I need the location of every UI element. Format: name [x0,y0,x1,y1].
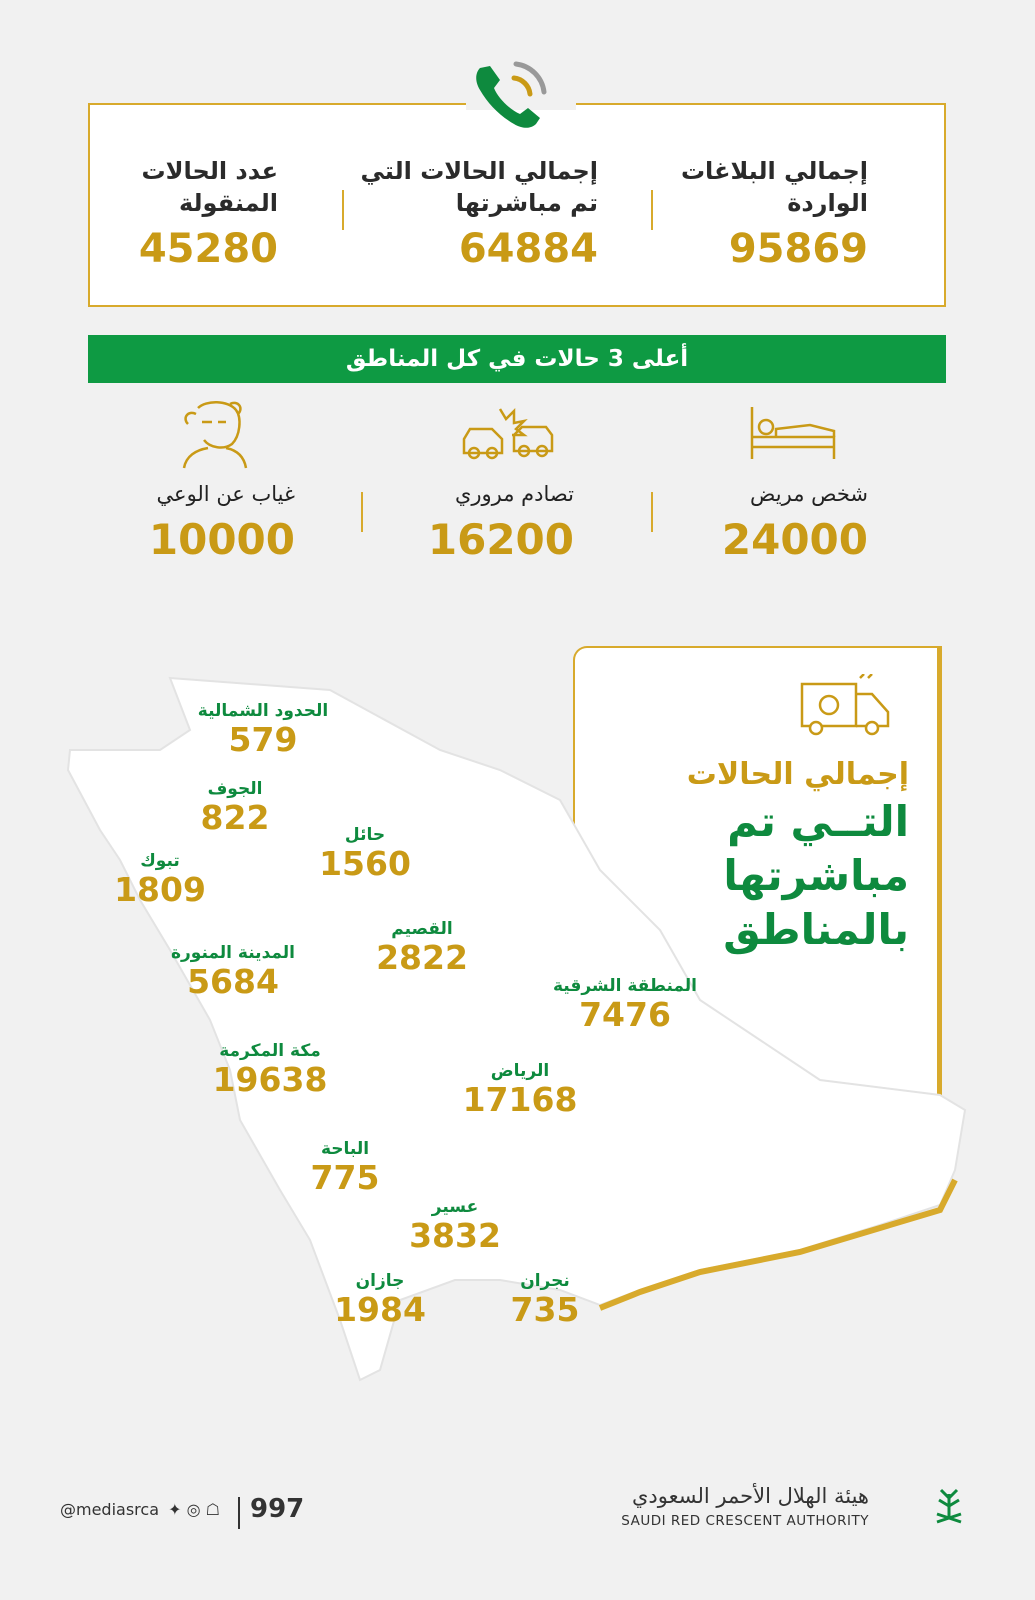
region-name: تبوك [140,851,180,871]
region-value: 17168 [462,1080,578,1119]
category-unconsciousness [55,480,295,566]
region-northern-borders [188,700,338,758]
stat-value: 45280 [138,226,278,272]
category-value: 10000 [148,515,295,564]
region-makkah [200,1040,340,1098]
divider [651,190,653,230]
region-madinah [148,942,318,1000]
stat-value: 64884 [458,226,598,272]
unconscious-person-icon [180,400,258,470]
region-value: 2822 [376,938,468,977]
category-label: غياب عن الوعي [156,482,295,506]
region-riyadh [450,1060,590,1118]
region-name: جازان [355,1271,405,1291]
region-value: 19638 [212,1060,328,1099]
stat-total-reports [628,155,868,275]
region-al-baha [290,1138,400,1196]
region-name: الحدود الشمالية [197,701,329,721]
twitter-icon[interactable]: ✦ [168,1500,182,1519]
region-name: نجران [520,1271,570,1291]
category-value: 16200 [427,515,574,564]
region-jazan [320,1270,440,1328]
region-value: 775 [310,1158,380,1197]
car-crash-icon [462,405,554,463]
divider [361,492,363,532]
region-value: 579 [228,720,298,759]
divider [342,190,344,230]
region-value: 822 [200,798,270,837]
region-name: المدينة المنورة [170,943,295,963]
category-value: 24000 [721,515,868,564]
region-value: 5684 [187,962,279,1001]
panel-title-line-1: إجمالي الحالات [686,757,909,792]
category-label: تصادم مروري [454,482,574,506]
saudi-map [0,600,1035,1460]
stat-transported-cases [38,155,278,275]
region-hail [310,824,420,882]
region-name: الجوف [207,779,263,799]
category-sick-person [628,480,868,566]
region-value: 1984 [334,1290,426,1329]
region-name: المنطقة الشرقية [552,976,698,996]
stat-label: عدد الحالات المنقولة [141,157,278,217]
snapchat-icon[interactable]: ☖ [205,1500,220,1519]
panel-title-line-4: بالمناطق [723,905,909,954]
phone-icon [470,58,550,134]
divider [651,492,653,532]
footer-divider [238,1497,240,1529]
region-name: الباحة [320,1139,370,1159]
bed-icon [748,405,838,461]
org-name-english: SAUDI RED CRESCENT AUTHORITY [621,1513,869,1529]
panel-title-line-3: مباشرتها [723,851,909,900]
stat-handled-cases [358,155,598,275]
stat-label: إجمالي الحالات التي تم مباشرتها [360,157,598,217]
region-value: 3832 [409,1216,501,1255]
org-name-arabic: هيئة الهلال الأحمر السعودي [632,1484,869,1508]
top-cases-banner: أعلى 3 حالات في كل المناطق [88,335,946,383]
social-handle[interactable]: @mediasrca [60,1500,159,1519]
region-name: عسير [431,1197,479,1217]
region-najran [490,1270,600,1328]
category-label: شخص مريض [750,482,868,506]
hotline-number: 997 [250,1494,305,1524]
region-name: الرياض [490,1061,550,1081]
category-traffic-collision [334,480,574,566]
footer-social [60,1500,220,1519]
crescent-logo-icon [903,1468,973,1548]
region-value: 1560 [319,844,411,883]
region-value: 7476 [579,995,671,1034]
region-value: 735 [510,1290,580,1329]
region-name: مكة المكرمة [219,1041,321,1061]
region-name: القصيم [391,919,453,939]
region-name: حائل [344,825,386,845]
region-eastern-province [540,975,710,1033]
panel-title-line-2: التــي تم [727,797,909,846]
region-al-jouf [170,778,300,836]
region-asir [395,1196,515,1254]
instagram-icon[interactable]: ◎ [186,1500,201,1519]
region-value: 1809 [114,870,206,909]
region-tabuk [100,850,220,908]
stat-label: إجمالي البلاغات الواردة [680,157,868,217]
region-qassim [362,918,482,976]
stat-value: 95869 [728,226,868,272]
